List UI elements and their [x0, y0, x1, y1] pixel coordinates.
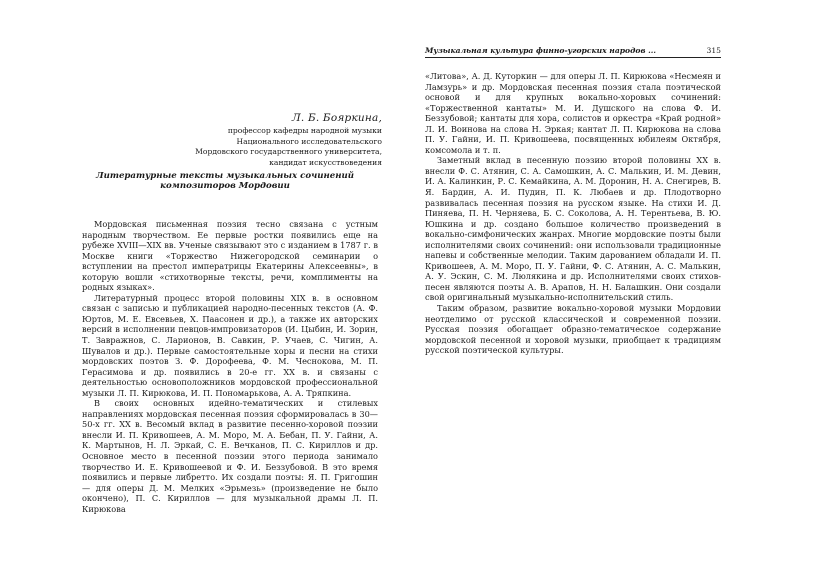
left-text-column [82, 219, 378, 514]
running-head [425, 46, 721, 55]
continued-paragraph: «Литова», А. Д. Куторкин — для оперы Л. П. Кирюкова «Несмеян и Ламзурь» и др. Мордовская песенная поэзия стала поэтической основой и для крупных вокально-хоровых сочинений: «Торжественной кантаты» М. И. Душского на слова Ф. И. Беззубовой; кантаты для хора, солистов и оркестра «Край родной» Л. И. Воинова на слова Н. Эркая; кантат Л. П. Кирюкова на слова П. У. Гайни, И. П. Кривошеева, посвященных юбилеям Октября, комсомола и т. п. [425, 71, 721, 155]
body-paragraph: Таким образом, развитие вокально-хоровой музыки Мордовии неотделимо от русской классической и современной поэзии. Русская поэзия обогащает образно-тематическое содержание мордовской песенной и хоровой музыки, приобщает к традициям русской поэтической культуры. [425, 303, 721, 356]
affiliation-line: Мордовского государственного университета, [195, 147, 382, 157]
article-title-line: Литературные тексты музыкальных сочинений [96, 171, 354, 181]
running-head-title: Музыкальная культура финно-угорских народов ... [425, 46, 657, 55]
body-paragraph: Заметный вклад в песенную поэзию второй половины XX в. внесли Ф. С. Атянин, С. А. Самошкин, А. С. Малькин, И. М. Девин, И. А. Калинкин, Р. С. Кемайкина, А. М. Доронин, Н. А. Снегирев, В. Я. Бардин, А. И. Пудин, П. К. Любаев и др. Плодотворно развивалась песенная поэзия на русском языке. На стихи И. Д. Пиняева, П. Н. Черняева, Б. С. Соколова, А. Н. Терентьева, В. Ю. Юшкина и др. создано большое количество произведений в вокально-симфонических жанрах. Многие мордовские поэты были исполнителями своих сочинений: они использовали традиционные напевы и собственные мелодии. Таким дарованием обладали И. П. Кривошеев, А. М. Моро, П. У. Гайни, Ф. С. Атянин, А. С. Малькин, А. У. Эскин, С. М. Люлякина и др. Исполнителями своих стихов-песен являются поэты А. В. Арапов, Н. Н. Балашкин. Они создали свой оригинальный музыкально-исполнительский стиль. [425, 155, 721, 303]
body-paragraph: В своих основных идейно-тематических и стилевых направлениях мордовская песенная поэзия сформировалась в 30—50-х гг. XX в. Весомый вклад в развитие песенно-хоровой поэзии внесли И. П. Кривошеев, А. М. Моро, М. А. Бебан, П. У. Гайни, А. К. Мартынов, Н. Л. Эркай, С. Е. Вечканов, П. С. Кириллов и др. Основное место в песенной поэзии этого периода занимало творчество И. Е. Кривошеевой и Ф. И. Беззубовой. В это время появились и первые либретто. Их создали поэты: Я. П. Григошин — для оперы Д. М. Мелких «Эрьмезь» (произведение не было окончено), П. С. Кириллов — для музыкальной драмы Л. П. Кирюкова [82, 398, 378, 514]
body-paragraph: Литературный процесс второй половины XIX в. в основном связан с записью и публикацией народно-песенных текстов (А. Ф. Юртов, М. Е. Евсевьев, Х. Паасонен и др.), а также их авторских версий в исполнении певцов-импровизаторов (И. Цыбин, И. Зорин, Т. Завражнов, С. Ларионов, В. Савкин, Р. Учаев, С. Чигин, А. Шувалов и др.). Первые самостоятельные хоры и песни на стихи мордовских поэтов З. Ф. Дорофеева, Ф. М. Чеснокова, М. П. Герасимова и др. появились в 20-е гг. XX в. и связаны с деятельностью основоположников мордовской профессиональной музыки Л. П. Кирюкова, И. П. Пономарькова, А. А. Тряпкина. [82, 292, 378, 398]
author-affiliation [68, 126, 382, 168]
affiliation-line: кандидат искусствоведения [269, 157, 382, 167]
article-title [68, 171, 382, 192]
right-text-column [425, 71, 721, 356]
body-paragraph: Мордовская письменная поэзия тесно связана с устным народным творчеством. Ее первые ростки появились еще на рубеже XVIII—XIX вв. Ученые связывают это с изданием в 1787 г. в Москве книги «Торжество Нижегородской семинарии о вступлении на престол императрицы Екатерины Алексеевны», в которую вошли «стихотворные тексты, речи, комплименты на родных языках». [82, 219, 378, 293]
article-title-line: композиторов Мордовии [160, 181, 290, 192]
page-number: 315 [706, 46, 721, 55]
author-name: Л. Б. Бояркина, [291, 112, 382, 124]
affiliation-line: профессор кафедры народной музыки [227, 126, 382, 135]
running-head-rule [425, 57, 721, 58]
affiliation-line: Национального исследовательского [236, 136, 382, 146]
